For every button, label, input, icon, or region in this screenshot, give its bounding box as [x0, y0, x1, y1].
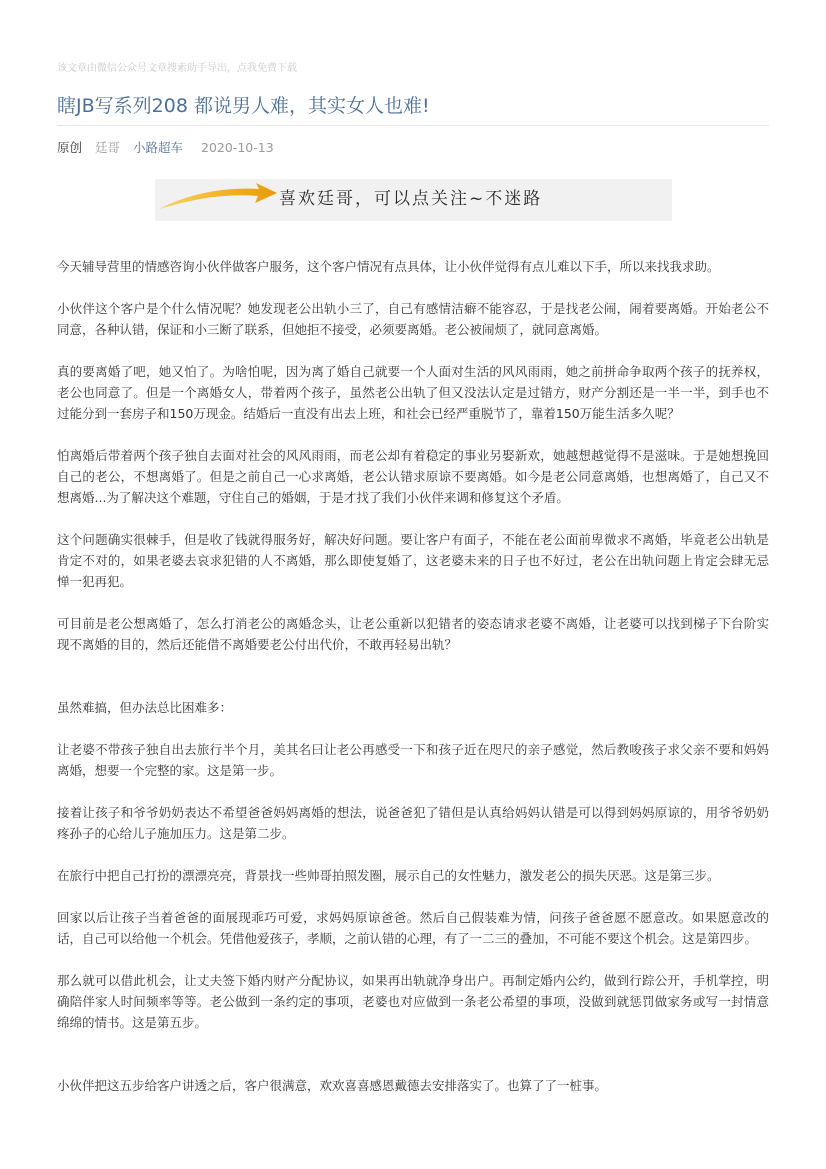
article-body [57, 256, 769, 1096]
title-divider [57, 125, 769, 126]
paragraph: 小伙伴这个客户是个什么情况呢？她发现老公出轨小三了，自己有感情洁癖不能容忍，于是找老公闹，闹着要离婚。开始老公不同意，各种认错，保证和小三断了联系，但她拒不接受，必须要离婚。老公被闹烦了，就同意离婚。 [57, 301, 769, 337]
paragraph: 真的要离婚了吧，她又怕了。为啥怕呢，因为离了婚自己就要一个人面对生活的风风雨雨，她之前拼命争取两个孩子的抚养权，老公也同意了。但是一个离婚女人，带着两个孩子，虽然老公出轨了但又没法认定是过错方，财产分割还是一半一半，到手也不过能分到一套房子和150万现金。结婚后一直没有出去上班，和社会已经严重脱节了，靠着150万能生活多久呢？ [57, 364, 769, 421]
banner-text: 喜欢廷哥，可以点关注~不迷路 [279, 189, 543, 209]
export-note-link[interactable]: 该文章由微信公众号文章搜索助手导出，点我免费下载 [57, 63, 297, 74]
paragraph: 接着让孩子和爷爷奶奶表达不希望爸爸妈妈离婚的想法，说爸爸犯了错但是认真给妈妈认错是可以得到妈妈原谅的，用爷爷奶奶疼孙子的心给儿子施加压力。这是第二步。 [57, 805, 769, 841]
paragraph: 让老婆不带孩子独自出去旅行半个月，美其名曰让老公再感受一下和孩子近在咫尺的亲子感觉，然后教唆孩子求父亲不要和妈妈离婚，想要一个完整的家。这是第一步。 [57, 742, 769, 778]
paragraph: 回家以后让孩子当着爸爸的面展现乖巧可爱，求妈妈原谅爸爸。然后自己假装难为情，问孩子爸爸愿不愿意改。如果愿意改的话，自己可以给他一个机会。凭借他爱孩子，孝顺，之前认错的心理，有了一二三的叠加，不可能不要这个机会。这是第四步。 [57, 910, 769, 946]
paragraph: 这个问题确实很棘手，但是收了钱就得服务好，解决好问题。要让客户有面子，不能在老公面前卑微求不离婚，毕竟老公出轨是肯定不对的，如果老婆去哀求犯错的人不离婚，那么即使复婚了，这老婆未来的日子也不好过，老公在出轨问题上肯定会肆无忌惮一犯再犯。 [57, 532, 769, 589]
account-link[interactable]: 小路超车 [133, 140, 184, 155]
follow-banner [155, 179, 672, 221]
paragraph: 虽然难搞，但办法总比困难多： [57, 700, 233, 715]
original-tag: 原创 [57, 140, 83, 155]
paragraph: 在旅行中把自己打扮的漂漂亮亮，背景找一些帅哥拍照发圈，展示自己的女性魅力，激发老公的损失厌恶。这是第三步。 [57, 868, 720, 883]
publish-date: 2020-10-13 [201, 140, 274, 155]
paragraph: 小伙伴把这五步给客户讲透之后，客户很满意，欢欢喜喜感恩戴德去安排落实了。也算了了一桩事。 [57, 1078, 608, 1093]
paragraph: 今天辅导营里的情感咨询小伙伴做客户服务，这个客户情况有点具体，让小伙伴觉得有点儿难以下手，所以来找我求助。 [57, 259, 720, 274]
paragraph: 可目前是老公想离婚了，怎么打消老公的离婚念头，让老公重新以犯错者的姿态请求老婆不离婚，让老婆可以找到梯子下台阶实现不离婚的目的，然后还能借不离婚要老公付出代价，不敢再轻易出轨？ [57, 616, 769, 652]
article-title: 瞎JB写系列208 都说男人难，其实女人也难! [57, 95, 430, 117]
author-name: 廷哥 [95, 140, 121, 155]
paragraph: 怕离婚后带着两个孩子独自去面对社会的风风雨雨，而老公却有着稳定的事业另娶新欢，她越想越觉得不是滋味。于是她想挽回自己的老公，不想离婚了。但是之前自己一心求离婚，老公认错求原谅不要离婚。如今是老公同意离婚，也想离婚了，自己又不想离婚...为了解决这个难题，守住自己的婚姻，于是才找了我们小伙伴来调和修复这个矛盾。 [57, 448, 769, 505]
paragraph: 那么就可以借此机会，让丈夫签下婚内财产分配协议，如果再出轨就净身出户。再制定婚内公约，做到行踪公开，手机掌控，明确陪伴家人时间频率等等。老公做到一条约定的事项，老婆也对应做到一条老公希望的事项，没做到就惩罚做家务或写一封情意绵绵的情书。这是第五步。 [57, 973, 769, 1030]
article-meta [57, 140, 283, 156]
